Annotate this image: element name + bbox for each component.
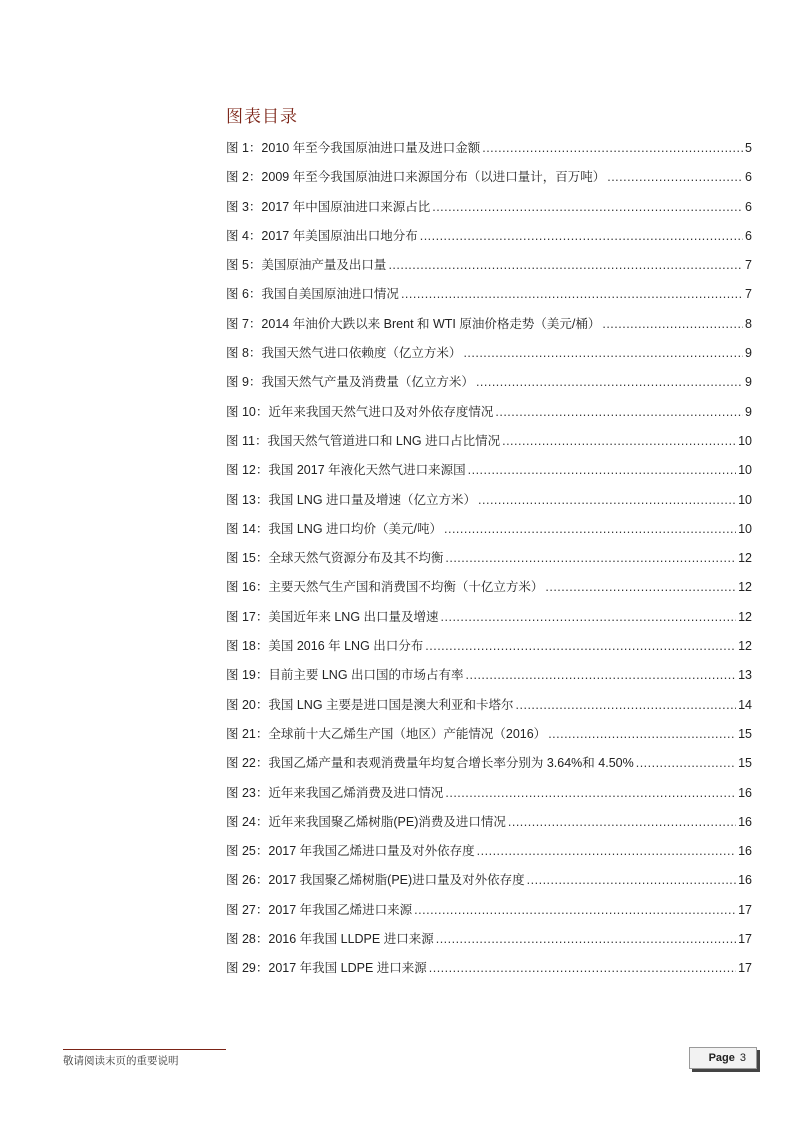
toc-item-label: 图 16：主要天然气生产国和消费国不均衡（十亿立方米） xyxy=(226,580,544,595)
toc-leader-dots xyxy=(548,720,736,749)
toc-item-label: 图 9：我国天然气产量及消费量（亿立方米） xyxy=(226,375,474,390)
toc-item-label: 图 26：2017 我国聚乙烯树脂(PE)进口量及对外依存度 xyxy=(226,873,525,888)
toc-leader-dots xyxy=(477,837,736,866)
toc-item-page: 10 xyxy=(738,463,752,478)
toc-item-label: 图 3：2017 年中国原油进口来源占比 xyxy=(226,199,431,214)
toc-item[interactable] xyxy=(226,573,752,602)
toc-item-page: 17 xyxy=(738,932,752,947)
toc-item-label: 图 19：目前主要 LNG 出口国的市场占有率 xyxy=(226,668,464,683)
toc-item[interactable] xyxy=(226,749,752,778)
toc-list xyxy=(226,134,752,984)
toc-item-page: 8 xyxy=(745,316,752,331)
toc-item-label: 图 7：2014 年油价大跌以来 Brent 和 WTI 原油价格走势（美元/桶） xyxy=(226,316,601,331)
toc-item[interactable] xyxy=(226,515,752,544)
toc-item-label: 图 21：全球前十大乙烯生产国（地区）产能情况（2016） xyxy=(226,726,547,741)
toc-item-page: 15 xyxy=(738,756,752,771)
toc-item[interactable] xyxy=(226,163,752,192)
toc-item[interactable] xyxy=(226,837,752,866)
toc-item[interactable] xyxy=(226,339,752,368)
toc-leader-dots xyxy=(602,310,743,339)
toc-leader-dots xyxy=(502,427,736,456)
toc-leader-dots xyxy=(401,280,743,309)
toc-item-label: 图 13：我国 LNG 进口量及增速（亿立方米） xyxy=(226,492,477,507)
toc-leader-dots xyxy=(388,251,743,280)
toc-leader-dots xyxy=(432,193,743,222)
toc-leader-dots xyxy=(445,544,736,573)
toc-item[interactable] xyxy=(226,603,752,632)
toc-item[interactable] xyxy=(226,691,752,720)
toc-item[interactable] xyxy=(226,925,752,954)
toc-item-label: 图 28：2016 年我国 LLDPE 进口来源 xyxy=(226,932,434,947)
toc-item[interactable] xyxy=(226,954,752,983)
toc-leader-dots xyxy=(636,749,736,778)
toc-title: 图表目录 xyxy=(226,107,298,126)
toc-leader-dots xyxy=(444,515,736,544)
footer-disclaimer-note: 敬请阅读末页的重要说明 xyxy=(63,1055,179,1067)
toc-leader-dots xyxy=(429,954,736,983)
toc-item-page: 13 xyxy=(738,668,752,683)
toc-item[interactable] xyxy=(226,544,752,573)
toc-item[interactable] xyxy=(226,193,752,222)
toc-item-label: 图 29：2017 年我国 LDPE 进口来源 xyxy=(226,961,427,976)
toc-item-label: 图 1：2010 年至今我国原油进口量及进口金额 xyxy=(226,141,481,155)
toc-item-page: 12 xyxy=(738,609,752,624)
toc-leader-dots xyxy=(482,134,743,163)
toc-leader-dots xyxy=(495,398,743,427)
toc-leader-dots xyxy=(476,368,743,397)
toc-item-label: 图 17：美国近年来 LNG 出口量及增速 xyxy=(226,609,439,624)
toc-item-page: 16 xyxy=(738,844,752,859)
toc-item[interactable] xyxy=(226,720,752,749)
toc-item-label: 图 25：2017 年我国乙烯进口量及对外依存度 xyxy=(226,844,475,859)
toc-leader-dots xyxy=(545,573,736,602)
toc-item[interactable] xyxy=(226,486,752,515)
toc-item[interactable] xyxy=(226,779,752,808)
toc-leader-dots xyxy=(441,603,737,632)
toc-leader-dots xyxy=(425,632,736,661)
toc-item-page: 6 xyxy=(745,199,752,214)
toc-item-page: 16 xyxy=(738,785,752,800)
toc-item[interactable] xyxy=(226,134,752,163)
toc-item-label: 图 10：近年来我国天然气进口及对外依存度情况 xyxy=(226,404,494,419)
toc-item-label: 图 15：全球天然气资源分布及其不均衡 xyxy=(226,551,444,566)
toc-item-label: 图 18：美国 2016 年 LNG 出口分布 xyxy=(226,639,424,654)
toc-leader-dots xyxy=(478,486,736,515)
toc-item-label: 图 12：我国 2017 年液化天然气进口来源国 xyxy=(226,463,466,478)
toc-leader-dots xyxy=(463,339,743,368)
toc-item-page: 9 xyxy=(745,346,752,361)
toc-item-page: 12 xyxy=(738,639,752,654)
toc-leader-dots xyxy=(414,896,736,925)
toc-item[interactable] xyxy=(226,456,752,485)
toc-item-label: 图 11：我国天然气管道进口和 LNG 进口占比情况 xyxy=(226,433,501,448)
toc-item-label: 图 6：我国自美国原油进口情况 xyxy=(226,287,399,302)
toc-item-label: 图 2：2009 年至今我国原油进口来源国分布（以进口量计，百万吨） xyxy=(226,170,606,185)
toc-item[interactable] xyxy=(226,310,752,339)
toc-item[interactable] xyxy=(226,632,752,661)
toc-leader-dots xyxy=(607,163,743,192)
toc-item-label: 图 20：我国 LNG 主要是进口国是澳大利亚和卡塔尔 xyxy=(226,697,514,712)
toc-item-page: 9 xyxy=(745,404,752,419)
page-number: 3 xyxy=(739,1052,746,1064)
toc-item[interactable] xyxy=(226,368,752,397)
toc-item-page: 10 xyxy=(738,492,752,507)
toc-item[interactable] xyxy=(226,398,752,427)
toc-item-label: 图 14：我国 LNG 进口均价（美元/吨） xyxy=(226,521,442,536)
toc-item-page: 14 xyxy=(738,697,752,712)
toc-item-page: 17 xyxy=(738,961,752,976)
toc-item-page: 10 xyxy=(738,433,752,448)
toc-item[interactable] xyxy=(226,866,752,895)
toc-leader-dots xyxy=(516,691,737,720)
toc-item-page: 5 xyxy=(745,141,752,155)
toc-item-page: 12 xyxy=(738,580,752,595)
toc-item-page: 12 xyxy=(738,551,752,566)
toc-item[interactable] xyxy=(226,251,752,280)
footer-divider xyxy=(63,1049,226,1050)
toc-item[interactable] xyxy=(226,222,752,251)
toc-item[interactable] xyxy=(226,280,752,309)
toc-item-page: 16 xyxy=(738,873,752,888)
toc-item-label: 图 23：近年来我国乙烯消费及进口情况 xyxy=(226,785,444,800)
toc-item-page: 7 xyxy=(745,287,752,302)
toc-item-label: 图 27：2017 年我国乙烯进口来源 xyxy=(226,902,413,917)
toc-leader-dots xyxy=(436,925,736,954)
toc-item[interactable] xyxy=(226,808,752,837)
toc-item-label: 图 4：2017 年美国原油出口地分布 xyxy=(226,228,418,243)
toc-item-page: 6 xyxy=(745,228,752,243)
toc-item-label: 图 8：我国天然气进口依赖度（亿立方米） xyxy=(226,346,462,361)
toc-item[interactable] xyxy=(226,661,752,690)
toc-item-page: 10 xyxy=(738,521,752,536)
toc-item-page: 17 xyxy=(738,902,752,917)
page-number-box xyxy=(689,1047,757,1069)
toc-item-label: 图 5：美国原油产量及出口量 xyxy=(226,258,387,273)
toc-leader-dots xyxy=(466,661,737,690)
toc-item-page: 15 xyxy=(738,726,752,741)
toc-item-label: 图 22：我国乙烯产量和表观消费量年均复合增长率分别为 3.64%和 4.50% xyxy=(226,756,634,771)
toc-leader-dots xyxy=(508,808,736,837)
toc-item[interactable] xyxy=(226,427,752,456)
toc-leader-dots xyxy=(445,779,736,808)
toc-leader-dots xyxy=(420,222,743,251)
page-word: Page xyxy=(708,1052,735,1064)
toc-item-page: 7 xyxy=(745,258,752,273)
toc-item[interactable] xyxy=(226,896,752,925)
toc-item-page: 16 xyxy=(738,814,752,829)
toc-item-label: 图 24：近年来我国聚乙烯树脂(PE)消费及进口情况 xyxy=(226,814,506,829)
toc-leader-dots xyxy=(468,456,736,485)
toc-item-page: 9 xyxy=(745,375,752,390)
toc-item-page: 6 xyxy=(745,170,752,185)
toc-leader-dots xyxy=(527,866,736,895)
